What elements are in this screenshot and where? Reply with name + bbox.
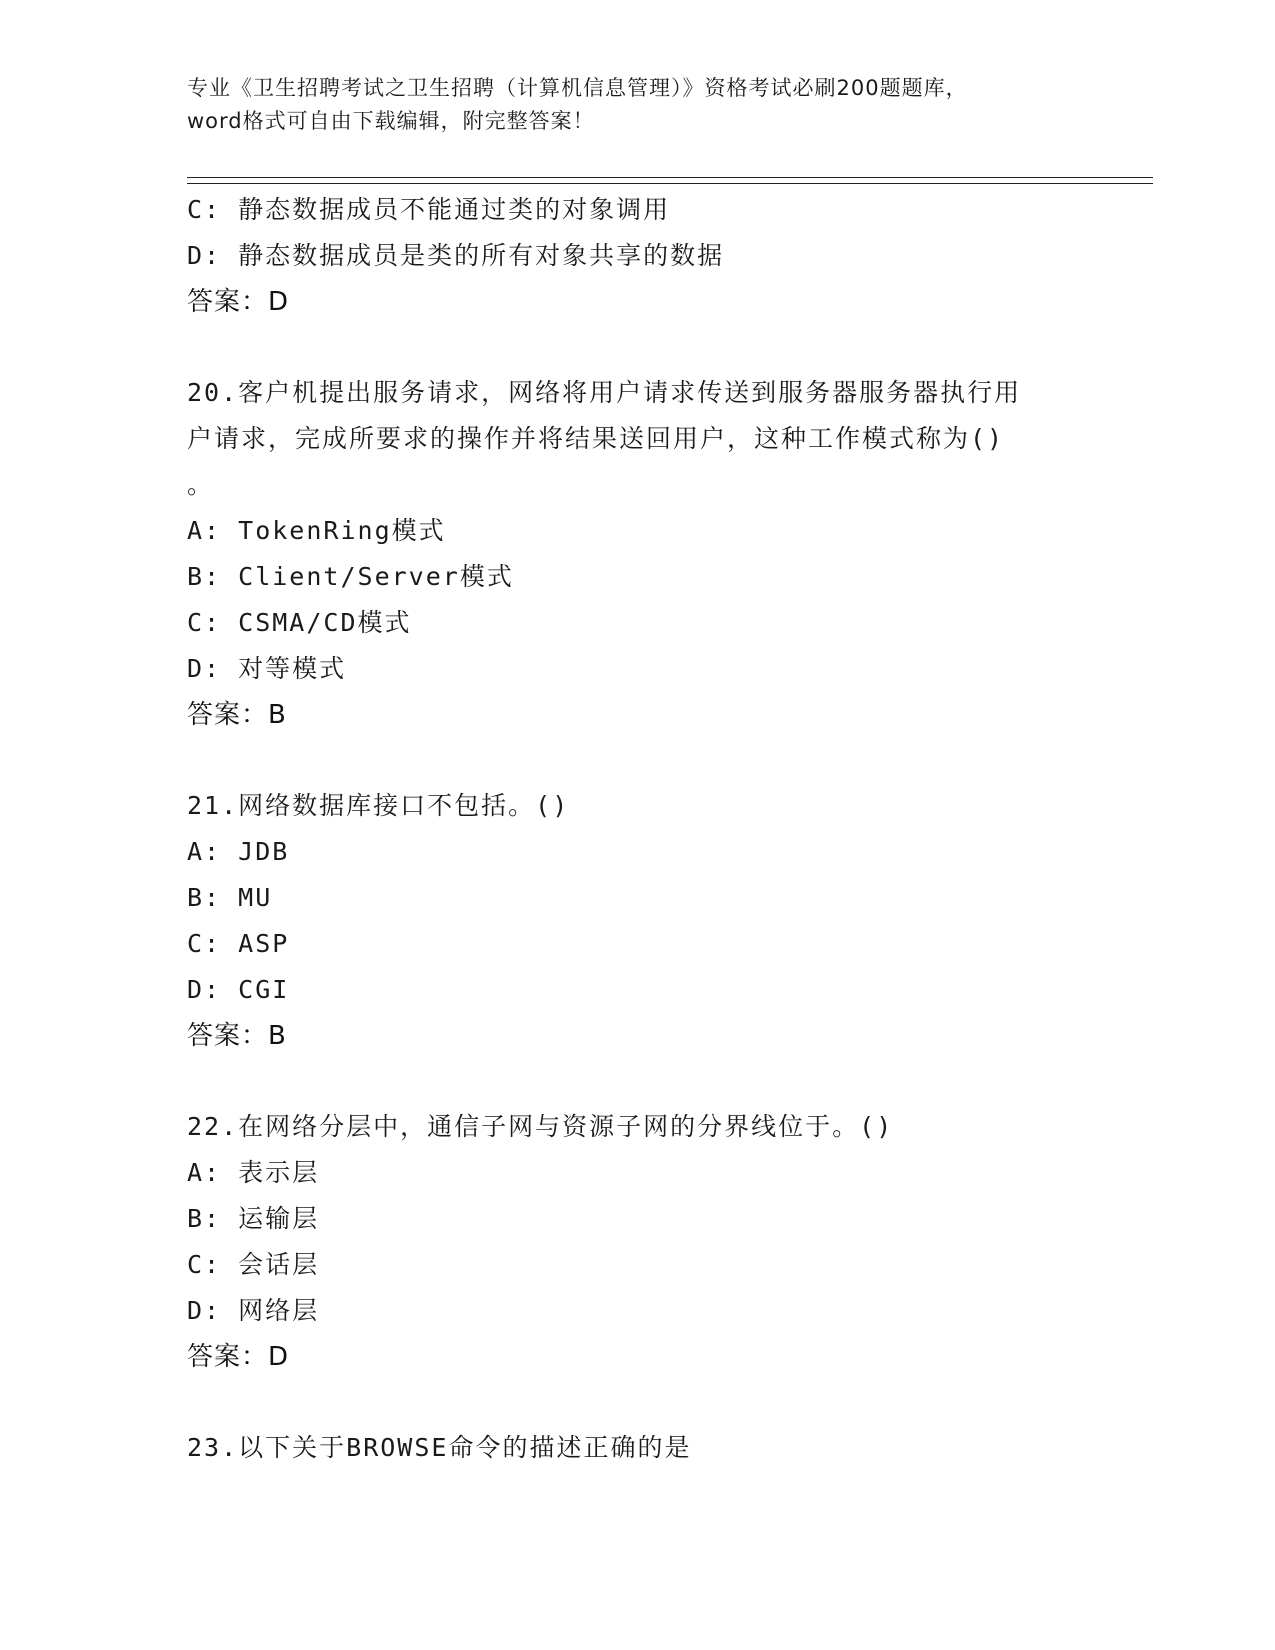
option-c: C: 会话层 [187, 1250, 320, 1279]
document-header [187, 72, 1087, 138]
spacer [187, 325, 1087, 370]
spacer [187, 1059, 1087, 1104]
question-stem: 22.在网络分层中，通信子网与资源子网的分界线位于。() [187, 1112, 894, 1141]
question-22 [187, 1104, 1087, 1380]
spacer [187, 1380, 1087, 1425]
option-d: D: 网络层 [187, 1296, 320, 1325]
option-a: A: JDB [187, 837, 290, 866]
question-stem: 20.客户机提出服务请求，网络将用户请求传送到服务器服务器执行用 [187, 378, 1022, 407]
answer-line: 答案：B [187, 1021, 287, 1051]
question-20 [187, 370, 1087, 738]
question-19-continuation [187, 187, 1087, 325]
question-content [187, 187, 1087, 1471]
option-c: C: ASP [187, 929, 290, 958]
option-c: C: 静态数据成员不能通过类的对象调用 [187, 195, 671, 224]
option-a: A: 表示层 [187, 1158, 320, 1187]
question-23 [187, 1425, 1087, 1471]
question-stem: 23.以下关于BROWSE命令的描述正确的是 [187, 1433, 692, 1462]
question-stem: 户请求，完成所要求的操作并将结果送回用户，这种工作模式称为() [187, 424, 1005, 453]
spacer [187, 738, 1087, 783]
option-b: B: MU [187, 883, 273, 912]
header-divider-top [187, 177, 1153, 178]
header-line-1: 专业《卫生招聘考试之卫生招聘（计算机信息管理）》资格考试必刷200题题库， [187, 76, 968, 100]
option-c: C: CSMA/CD模式 [187, 608, 412, 637]
answer-line: 答案：D [187, 287, 290, 317]
option-d: D: 静态数据成员是类的所有对象共享的数据 [187, 241, 725, 270]
option-d: D: 对等模式 [187, 654, 347, 683]
option-a: A: TokenRing模式 [187, 516, 446, 545]
question-stem: 21.网络数据库接口不包括。() [187, 791, 570, 820]
option-b: B: 运输层 [187, 1204, 320, 1233]
answer-line: 答案：B [187, 700, 287, 730]
header-divider-bottom [187, 183, 1153, 184]
answer-line: 答案：D [187, 1342, 290, 1372]
header-line-2: word格式可自由下载编辑，附完整答案！ [187, 109, 595, 133]
question-stem: 。 [187, 470, 215, 499]
option-d: D: CGI [187, 975, 290, 1004]
option-b: B: Client/Server模式 [187, 562, 514, 591]
question-21 [187, 783, 1087, 1059]
